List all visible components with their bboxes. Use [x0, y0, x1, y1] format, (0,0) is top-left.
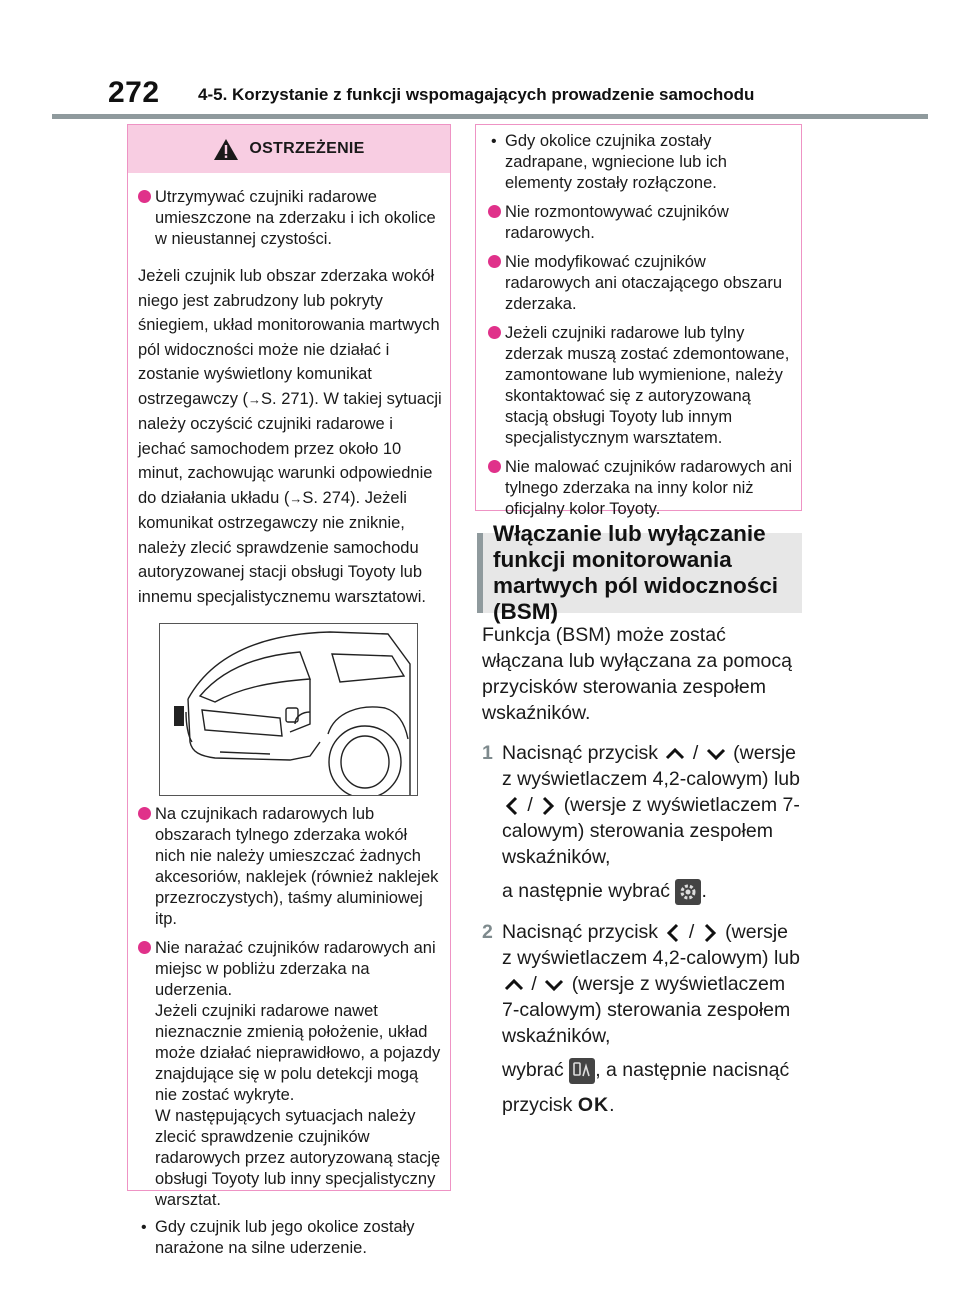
- para-text: Jeżeli czujnik lub obszar zderzaka wokół niego jest zabrudzony lub pokryty śniegiem, układ monitorowania martwych pól widoczności może nie działać i zostanie wyświetlony komunikat ostrzegawczy (: [138, 267, 440, 408]
- warning-bullet-contact-dealer: [488, 323, 793, 449]
- warning-box: [127, 124, 451, 1257]
- header-rule: [52, 114, 928, 119]
- warning-title: OSTRZEŻENIE: [249, 140, 365, 157]
- step-2: [482, 919, 802, 1118]
- step-text: (wersje z wyświetlaczem 4,2-calowym) lub: [502, 742, 800, 790]
- warning-paragraph-dirty-sensor: [138, 264, 442, 609]
- settings-gear-icon: [675, 879, 701, 905]
- period-text: .: [701, 880, 707, 902]
- para-text: S. 274). Jeżeli komunikat ostrzegawczy nie zniknie, należy zlecić sprawdzenie samochodu autoryzowanej stacji obsługi Toyoty lub innemu specjalistycznemu warsztatowi.: [138, 488, 426, 606]
- bullet-text: Nie modyfikować czujników radarowych ani otaczającego obszaru zderzaka.: [505, 253, 782, 313]
- step-text: , a następnie nacisnąć: [595, 1058, 790, 1081]
- bsm-icon: [569, 1058, 595, 1084]
- step-text: a następnie wybrać: [502, 880, 671, 902]
- warning-box-continued: [475, 124, 802, 518]
- page-number: 272: [108, 76, 160, 109]
- chevron-right-icon: [538, 794, 558, 818]
- bullet-dot-icon: [138, 941, 151, 954]
- bullet-dot-icon: [488, 460, 501, 473]
- bullet-text: Jeżeli czujniki radarowe lub tylny zderzak muszą zostać zdemontowane, zamontowane lub wymienione, należy skontaktować się z autoryzowaną stacją obsługi Toyoty lub innym specjalistycznym warsztatem.: [505, 324, 790, 447]
- warning-bullet-clean-sensors: [138, 187, 442, 250]
- bullet-text: Nie narażać czujników radarowych ani miejsc w pobliżu zderzaka na uderzenia.: [155, 939, 436, 999]
- bullet-dot-icon: [488, 255, 501, 268]
- step-text: wybrać: [502, 1058, 564, 1081]
- arrow-icon: →: [248, 391, 262, 407]
- bullet-dot-icon: [488, 205, 501, 218]
- chevron-right-icon: [700, 921, 720, 945]
- step-text: (wersje z wyświetlaczem 4,2-calowym) lub: [502, 920, 800, 969]
- bullet-text: Na czujnikach radarowych lub obszarach tylnego zderzaka wokół nich nie należy umieszczać żadnych akcesoriów, naklejek (również naklejek przezroczystych), taśmy aluminiowej itp.: [155, 805, 439, 928]
- step-text: (wersje z wyświetlaczem 7-calowym) sterowania zespołem wskaźników,: [502, 794, 800, 868]
- main-instructions: [482, 622, 802, 1118]
- step-1: [482, 740, 802, 905]
- slash-text: /: [531, 972, 537, 995]
- section-heading: [477, 521, 802, 624]
- bullet-subtext: Jeżeli czujniki radarowe nawet nieznacznie zmienią położenie, układ może działać nieprawidłowo, a pojazdy znajdujące się w polu detekcji mogą nie zostać wykryte.: [155, 1002, 441, 1104]
- warning-bullet-no-paint: [488, 457, 793, 520]
- bullet-dot-icon: [138, 807, 151, 820]
- car-rear-illustration: [159, 623, 418, 796]
- step-number: 2: [482, 920, 493, 943]
- dash-marker: •: [491, 133, 497, 150]
- warning-bullet-no-disassemble: [488, 202, 793, 244]
- dash-marker: •: [141, 1219, 147, 1236]
- para-text: S. 271). W takiej sytuacji należy oczyścić czujniki radarowe i jechać samochodem przez około 10 minut, zachowując warunki odpowiednie do działania układu (: [138, 389, 442, 507]
- bullet-dot-icon: [138, 190, 151, 203]
- section-heading-text: Włączanie lub wyłączanie funkcji monitorowania martwych pól widoczności (BSM): [493, 521, 779, 624]
- warning-bullet-no-accessories: [138, 804, 442, 930]
- warning-dash-strong-impact: [138, 1217, 442, 1259]
- warning-triangle-icon: [213, 138, 239, 161]
- ok-button-icon: OK: [577, 1093, 610, 1116]
- period-text: .: [609, 1093, 615, 1116]
- intro-paragraph: Funkcja (BSM) może zostać włączana lub wyłączana za pomocą przycisków sterowania zespołem wskaźników.: [482, 624, 793, 724]
- slash-text: /: [527, 794, 533, 816]
- bullet-text: Gdy okolice czujnika zostały zadrapane, wgniecione lub ich elementy zostały rozłączone.: [505, 132, 727, 192]
- chevron-left-icon: [663, 921, 683, 945]
- chevron-up-icon: [502, 975, 526, 995]
- chevron-up-icon: [663, 744, 687, 764]
- step-text: Nacisnąć przycisk: [502, 742, 659, 764]
- bullet-dot-icon: [488, 326, 501, 339]
- chevron-left-icon: [502, 794, 522, 818]
- bullet-text: Utrzymywać czujniki radarowe umieszczone na zderzaku i ich okolice w nieustannej czystości.: [155, 188, 436, 248]
- warning-bullet-no-modify: [488, 252, 793, 315]
- slash-text: /: [692, 742, 699, 764]
- slash-text: /: [688, 920, 695, 943]
- step-text: Nacisnąć przycisk: [502, 920, 659, 943]
- step-text: przycisk: [502, 1093, 573, 1116]
- step-text: (wersje z wyświetlaczem 7-calowym) sterowania zespołem wskaźników,: [502, 972, 791, 1047]
- chevron-down-icon: [704, 744, 728, 764]
- arrow-icon: →: [289, 490, 303, 506]
- warning-bullet-no-impact: [138, 938, 442, 1211]
- bullet-text: Gdy czujnik lub jego okolice zostały narażone na silne uderzenie.: [155, 1218, 415, 1257]
- warning-title-bar: [128, 125, 450, 173]
- bullet-text: Nie malować czujników radarowych ani tylnego zderzaka na inny kolor niż oficjalny kolor Toyoty.: [505, 458, 793, 518]
- page-header: [108, 76, 928, 116]
- bullet-text: Nie rozmontowywać czujników radarowych.: [505, 203, 729, 242]
- step-number: 1: [482, 742, 493, 764]
- bullet-subtext: W następujących sytuacjach należy zlecić sprawdzenie czujników radarowych przez autoryzowaną stację obsługi Toyoty lub inny specjalistyczny warsztat.: [155, 1107, 441, 1209]
- chapter-title: 4-5. Korzystanie z funkcji wspomagających prowadzenie samochodu: [198, 85, 755, 104]
- warning-dash-scratched: [488, 131, 793, 194]
- chevron-down-icon: [542, 975, 566, 995]
